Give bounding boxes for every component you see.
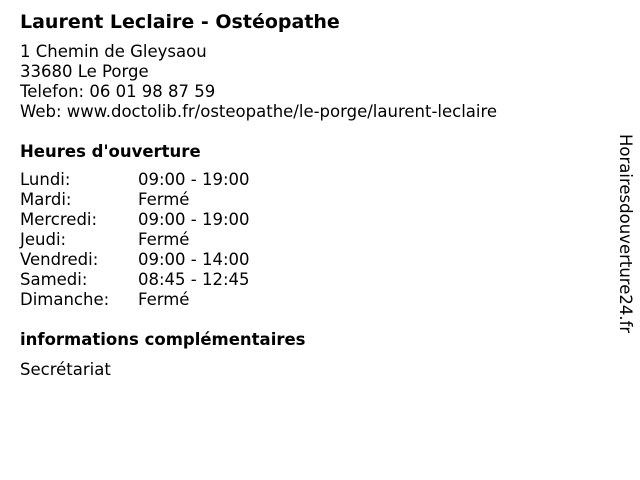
day-hours: 08:45 - 12:45	[138, 270, 250, 289]
phone-number: Telefon: 06 01 98 87 59	[20, 82, 216, 101]
day-hours: Fermé	[138, 190, 190, 209]
website-link[interactable]: Web: www.doctolib.fr/osteopathe/le-porge/laurent-leclaire	[20, 102, 498, 121]
day-label: Jeudi:	[20, 230, 67, 249]
additional-info-heading: informations complémentaires	[20, 330, 306, 349]
hours-row-jeudi	[20, 230, 600, 250]
hours-row-dimanche	[20, 290, 600, 310]
hours-row-mercredi	[20, 210, 600, 230]
hours-row-mardi	[20, 190, 600, 210]
day-hours: Fermé	[138, 230, 190, 249]
day-label: Mercredi:	[20, 210, 98, 229]
opening-hours-table	[20, 170, 600, 310]
address-block	[20, 42, 600, 122]
hours-row-lundi	[20, 170, 600, 190]
street-address: 1 Chemin de Gleysaou	[20, 42, 207, 61]
day-label: Samedi:	[20, 270, 88, 289]
day-label: Vendredi:	[20, 250, 99, 269]
day-hours: 09:00 - 19:00	[138, 170, 250, 189]
site-watermark: Horairesdouverture24.fr	[616, 134, 635, 334]
hours-row-samedi	[20, 270, 600, 290]
page-title: Laurent Leclaire - Ostéopathe	[20, 11, 340, 33]
day-hours: Fermé	[138, 290, 190, 309]
city-postcode: 33680 Le Porge	[20, 62, 149, 81]
day-hours: 09:00 - 14:00	[138, 250, 250, 269]
business-listing	[20, 10, 600, 380]
hours-row-vendredi	[20, 250, 600, 270]
day-label: Mardi:	[20, 190, 72, 209]
additional-info-text: Secrétariat	[20, 360, 111, 379]
day-label: Lundi:	[20, 170, 71, 189]
day-label: Dimanche:	[20, 290, 110, 309]
day-hours: 09:00 - 19:00	[138, 210, 250, 229]
opening-hours-heading: Heures d'ouverture	[20, 142, 201, 161]
